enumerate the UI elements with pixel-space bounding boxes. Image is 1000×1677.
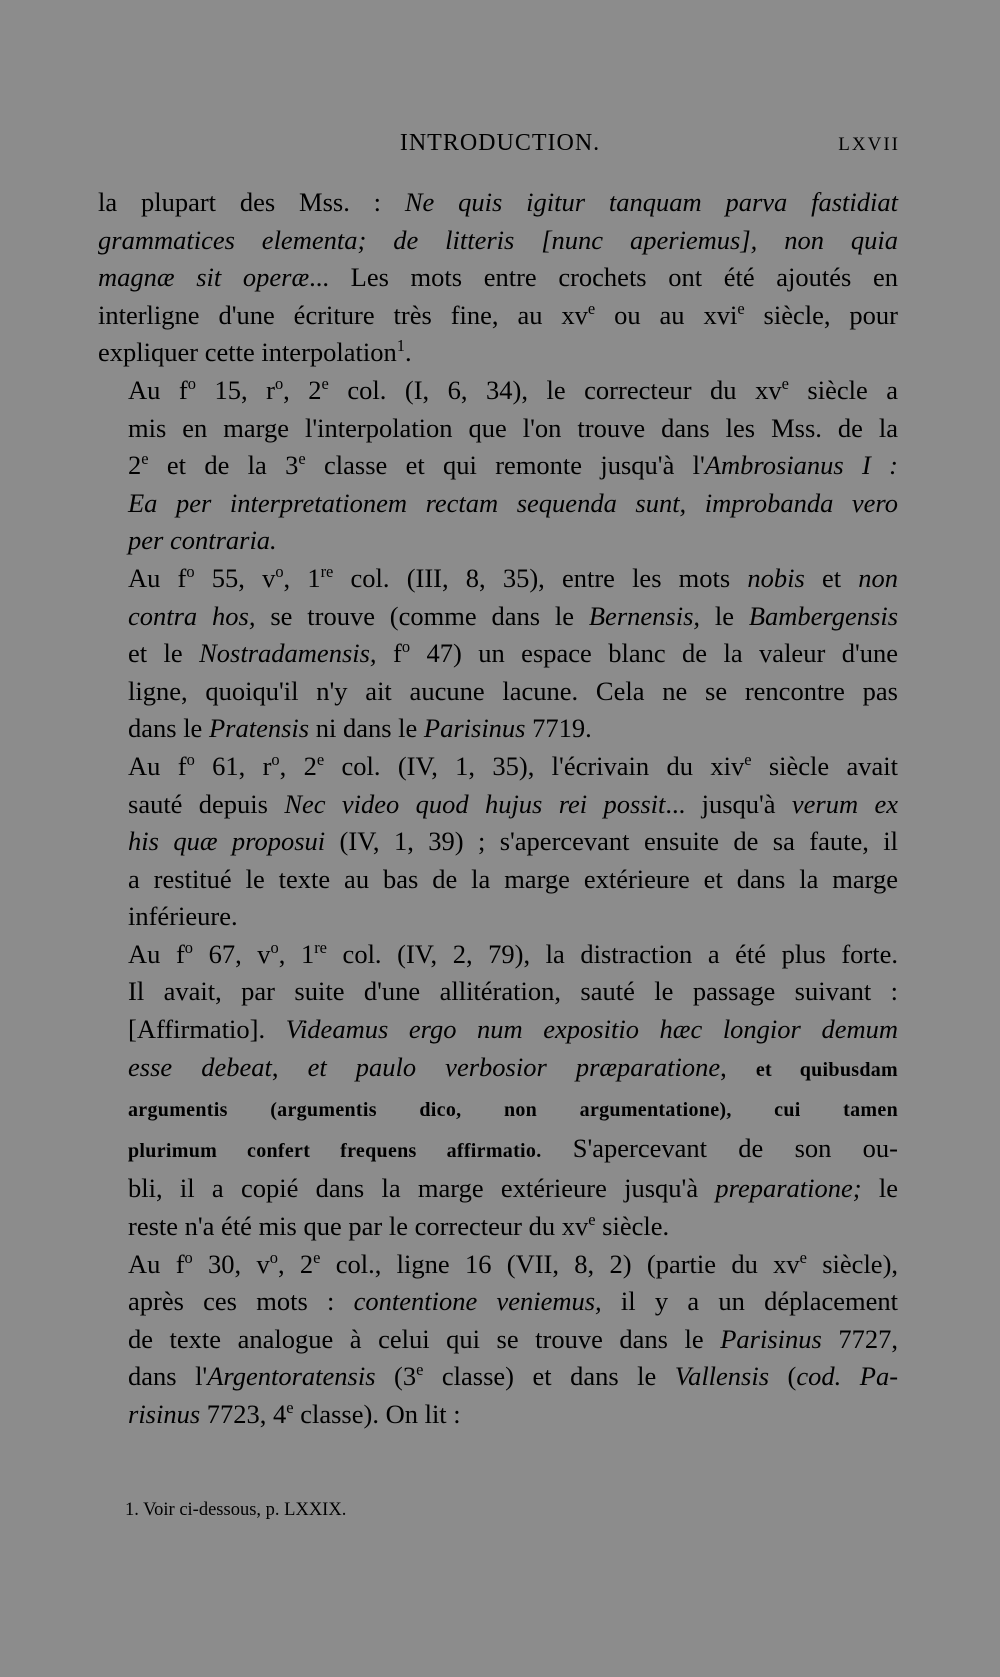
text-line [98,710,898,748]
text-run: verum ex [791,788,898,819]
text-line [98,1089,898,1130]
text-run: la plupart des Mss. : [98,187,405,217]
text-run: f [376,638,402,669]
superscript: e [141,449,149,469]
text-run: 2 [128,450,142,481]
text-run: (IV, 1, 39) ; s'apercevant ensuite de sa faute, il [325,826,898,857]
text-run: nobis [747,562,805,593]
paragraph-continued [98,184,898,372]
text-run: Ea per interpretationem rectam sequenda sunt, improbanda vero [128,487,898,518]
text-line [98,1283,898,1321]
text-run: Au f [128,374,188,405]
text-run: Au f [128,938,185,969]
superscript: o [186,562,195,582]
text-run: , 2 [277,1248,314,1279]
text-run: Ambrosianus I : [704,450,899,481]
text-line [98,786,898,824]
text-run: risinus [128,1399,201,1429]
text-run: siècle), [806,1248,899,1279]
text-run: et le [128,638,200,669]
text-run: Parisinus [720,1323,822,1354]
text-run: Parisinus [423,713,526,744]
paragraph-f30 [98,1246,898,1434]
body-text [98,184,898,1434]
text-run: magnæ sit operæ [98,262,310,293]
text-run: inférieure. [128,901,238,932]
text-line [98,297,898,335]
text-run: esse debeat [128,1051,272,1082]
text-run: 15, r [195,374,275,405]
text-run: ligne, quoiqu'il n'y ait aucune lacune. Cela ne se rencontre pas [128,675,898,706]
paragraph-f15 [98,372,898,560]
text-run: siècle a [788,374,898,405]
text-line [98,447,898,485]
text-run: bli, il a copié dans la marge extérieure jusqu'à [128,1173,716,1204]
text-run: ( [769,1361,797,1392]
text-line [98,598,898,636]
text-run: col., ligne 16 (VII, 8, 2) (partie du xv [320,1248,800,1279]
text-run: Nostradamensis, [199,638,377,669]
text-run: Nec video quod hujus rei possit [284,788,666,819]
text-run: Au f [128,750,187,781]
text-run: de texte analogue à celui qui se trouve dans le [128,1323,721,1354]
text-run: his quæ proposui [128,826,326,857]
text-run: , 1 [283,562,321,593]
text-run: après ces mots : [128,1286,354,1317]
text-run: reste n'a été mis que par le correcteur du xv [128,1211,589,1242]
footnote-text: Voir ci-dessous, p. [143,1500,285,1520]
footnote-number: 1. [125,1500,139,1520]
text-run: dans l' [128,1361,208,1392]
text-run: siècle avait [751,750,899,781]
text-line [98,673,898,711]
paragraph-f55 [98,560,898,748]
text-run: sauté depuis [128,788,285,819]
text-run: classe) et dans le [423,1361,675,1392]
text-run: preparatione; [715,1173,862,1204]
text-run: et quibusdam [755,1058,899,1081]
text-line [98,823,898,861]
text-line [98,560,898,598]
text-run: le [700,600,749,631]
superscript: e [313,1247,321,1267]
text-line [98,973,898,1011]
text-run: et paulo verbosior præparatione [307,1051,721,1082]
text-run: 61, r [194,750,272,781]
text-run: Au f [128,1248,185,1279]
text-line [98,1358,898,1396]
superscript: 1 [396,336,405,356]
superscript: re [320,562,334,582]
superscript: e [298,449,306,469]
text-run: 7719. [525,713,592,744]
text-line [98,334,898,372]
text-run: 7727, [821,1323,898,1354]
text-line [98,1130,898,1171]
text-line [98,1321,898,1359]
text-run: argumentis (argumentis dico, non argumentatione), cui tamen [128,1099,898,1122]
text-line [98,1049,898,1090]
text-run: classe et qui remonte jusqu'à l' [305,450,705,481]
text-run: a restitué le texte au bas de la marge extérieure et dans la marge [128,863,898,894]
text-run: interligne d'une écriture très fine, au xv [98,299,588,330]
text-run: col. (IV, 1, 35), l'écrivain du xiv [324,750,745,781]
text-line [98,1396,898,1434]
paragraph-f67 [98,936,898,1246]
text-run: Pratensis [208,713,310,744]
text-run: S'apercevant de son ou- [541,1132,898,1163]
text-run: 55, v [194,562,276,593]
text-run: , 1 [278,938,315,969]
text-run: ... jusqu'à [665,788,792,819]
text-line [98,485,898,523]
superscript: o [401,637,411,657]
superscript: e [321,374,329,394]
text-line [98,1170,898,1208]
superscript: o [275,562,284,582]
text-run: Vallensis [674,1361,770,1392]
superscript: o [271,750,280,770]
superscript: e [587,298,596,318]
text-run: se trouve (comme dans le [255,600,589,631]
text-run: col. (III, 8, 35), entre les mots [333,562,748,593]
text-run: , [271,1051,308,1082]
text-run: per contraria. [128,525,277,556]
paragraph-f61 [98,748,898,936]
superscript: o [184,938,194,958]
text-run: Bernensis, [588,600,701,631]
text-line [98,748,898,786]
text-run: Ne quis igitur tanquam parva fastidiat [404,187,898,217]
text-run: dans le [128,713,209,744]
text-line [98,898,898,936]
text-run: non [858,562,899,593]
text-run: le [861,1173,899,1204]
superscript: e [781,374,789,394]
text-run: Argentoratensis [207,1361,376,1392]
superscript: e [316,750,325,770]
text-run: , 2 [283,374,322,405]
text-line [98,522,898,560]
superscript: o [274,374,284,394]
text-run: Il avait, par suite d'une allitération, sauté le passage suivant : [128,976,898,1007]
text-run: grammatices elementa; de litteris [nunc aperiemus], non quia [98,224,898,255]
text-run: ... Les mots entre crochets ont été ajoutés en [309,262,898,293]
text-line [98,184,898,222]
superscript: e [737,298,745,318]
text-run: mis en marge l'interpolation que l'on trouve dans les Mss. de la [128,412,898,443]
text-run: et [804,562,859,593]
superscript: e [416,1360,424,1380]
text-run: plurimum confert frequens affirmatio. [128,1139,542,1162]
text-run: 67, v [193,938,271,969]
text-line [98,936,898,974]
text-run: , 2 [279,750,317,781]
text-run: siècle. [595,1211,670,1242]
text-line [98,410,898,448]
text-run: (3 [375,1361,417,1392]
text-run: Au f [128,562,187,593]
text-line [98,259,898,297]
footnote [125,1500,346,1521]
running-title: INTRODUCTION. [399,130,601,156]
text-run: Bambergensis [748,600,899,631]
text-run: Videamus ergo num expositio hæc longior demum [285,1014,898,1045]
text-run: il y a un déplacement [601,1286,898,1317]
text-run: cod. Pa- [796,1361,899,1392]
footnote-end: . [341,1500,347,1520]
text-line [98,1208,898,1246]
superscript: re [314,938,327,958]
text-line [98,1011,898,1049]
text-run: ou au xvi [595,299,738,330]
text-run: et de la 3 [148,450,299,481]
text-line [98,635,898,673]
text-run: classe). On lit : [293,1399,461,1429]
superscript: e [744,750,752,770]
text-run: [Affirmatio]. [128,1014,286,1045]
text-run: siècle, pour [744,299,898,330]
text-run: , [720,1051,756,1082]
text-line [98,861,898,899]
text-line [98,1246,898,1284]
text-run: contra hos, [128,600,256,631]
text-run: 30, v [192,1248,270,1279]
superscript: e [286,1398,294,1418]
text-line [98,372,898,410]
superscript: o [186,750,195,770]
superscript: e [588,1210,596,1230]
superscript: o [184,1247,193,1267]
text-run: expliquer cette interpolation [98,337,397,368]
text-run: col. (IV, 2, 79), la distraction a été plus forte. [326,938,899,969]
text-run: contentione veniemus, [353,1286,602,1317]
text-line [98,222,898,260]
text-run: 47) un espace blanc de la valeur d'une [410,638,898,669]
text-run: ni dans le [309,713,424,744]
page-number: LXVII [838,134,900,155]
text-run: 7723, 4 [200,1399,287,1429]
superscript: o [269,1247,278,1267]
text-run: . [404,337,412,368]
superscript: o [270,938,279,958]
superscript: o [187,374,196,394]
page-header [100,130,900,166]
superscript: e [799,1247,807,1267]
footnote-page-ref: LXXIX [284,1500,342,1520]
text-run: col. (I, 6, 34), le correcteur du xv [328,374,782,405]
